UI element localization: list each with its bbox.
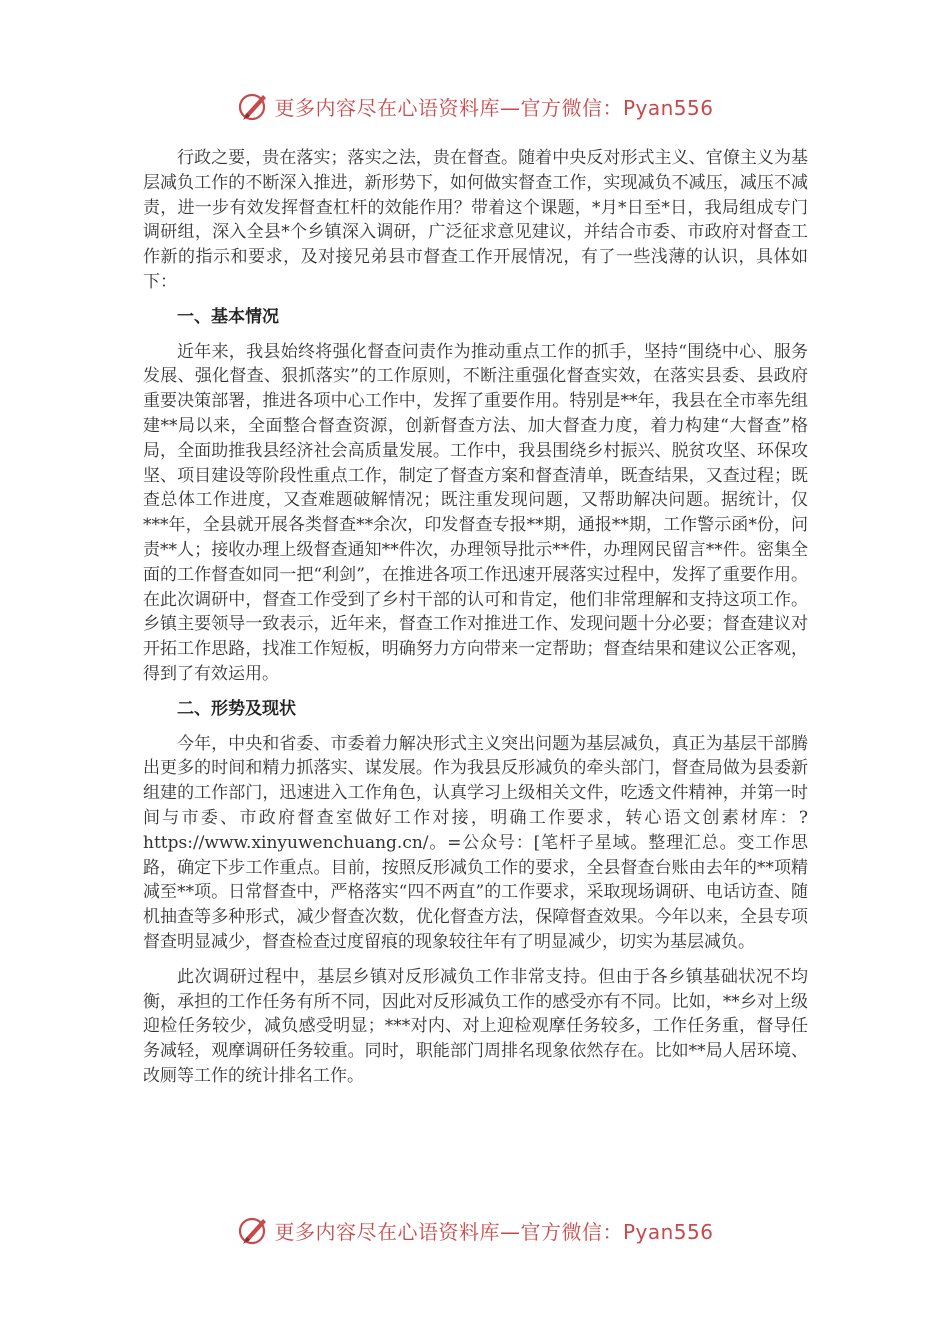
banner-text: 更多内容尽在心语资料库—官方微信：Pyan556: [274, 95, 714, 120]
pen-circle-logo-icon: [236, 89, 270, 123]
banner-text: 更多内容尽在心语资料库—官方微信：Pyan556: [274, 1219, 714, 1244]
section-1-paragraph: 近年来，我县始终将强化督查问责作为推动重点工作的抓手，坚持“围绕中心、服务发展、强化督查、狠抓落实”的工作原则，不断注重强化督查实效，在落实县委、县政府重要决策部署，推进各项中心工作中，发挥了重要作用。特别是**年，我县在全市率先组建**局以来，全面整合督查资源，创新督查方法、加大督查力度，着力构建“大督查”格局，全面助推我县经济社会高质量发展。工作中，我县围绕乡村振兴、脱贫攻坚、环保攻坚、项目建设等阶段性重点工作，制定了督查方案和督查清单，既查结果，又查过程；既查总体工作进度，又查难题破解情况；既注重发现问题，又帮助解决问题。据统计，仅***年，全县就开展各类督查**余次，印发督查专报**期，通报**期，工作警示函*份，问责**人；接收办理上级督查通知**件次，办理领导批示**件，办理网民留言**件。密集全面的工作督查如同一把“利剑”，在推进各项工作迅速开展落实过程中，发挥了重要作用。在此次调研中，督查工作受到了乡村干部的认可和肯定，他们非常理解和支持这项工作。乡镇主要领导一致表示，近年来，督查工作对推进工作、发现问题十分必要；督查建议对开拓工作思路，找准工作短板，明确努力方向带来一定帮助；督查结果和建议公正客观，得到了有效运用。: [143, 341, 808, 684]
pen-circle-logo-icon: [236, 1213, 270, 1247]
header-watermark-banner: [0, 86, 950, 126]
document-body: [143, 146, 808, 1089]
section-2-paragraph-2: 此次调研过程中，基层乡镇对反形减负工作非常支持。但由于各乡镇基础状况不均衡，承担的工作任务有所不同，因此对反形减负工作的感受亦有不同。比如，**乡对上级迎检任务较少，减负感受明显；***对内、对上迎检观摩任务较多，工作任务重，督导任务减轻，观摩调研任务较重。同时，职能部门周排名现象依然存在。比如**局人居环境、改厕等工作的统计排名工作。: [143, 966, 808, 1086]
section-2-paragraph-1: 今年，中央和省委、市委着力解决形式主义突出问题为基层减负，真正为基层干部腾出更多的时间和精力抓落实、谋发展。作为我县反形减负的牵头部门，督查局做为县委新组建的工作部门，迅速进入工作角色，认真学习上级相关文件，吃透文件精神，并第一时间与市委、市政府督查室做好工作对接，明确工作要求，转心语文创素材库：?https://www.xinyuwenchuang.cn/。=公众号：[笔杆子星域。整理汇总。变工作思路，确定下步工作重点。目前，按照反形减负工作的要求，全县督查台账由去年的**项精减至**项。日常督查中，严格落实“四不两直”的工作要求，采取现场调研、电话访查、随机抽查等多种形式，减少督查次数，优化督查方法，保障督查效果。今年以来，全县专项督查明显减少，督查检查过度留痕的现象较往年有了明显减少，切实为基层减负。: [143, 733, 808, 952]
footer-watermark-banner: [0, 1210, 950, 1250]
intro-paragraph: 行政之要，贵在落实；落实之法，贵在督查。随着中央反对形式主义、官僚主义为基层减负工作的不断深入推进，新形势下，如何做实督查工作，实现减负不减压，减压不减责，进一步有效发挥督查杠杆的效能作用？带着这个课题，*月*日至*日，我局组成专门调研组，深入全县*个乡镇深入调研，广泛征求意见建议，并结合市委、市政府对督查工作新的指示和要求，及对接兄弟县市督查工作开展情况，有了一些浅薄的认识，具体如下：: [143, 148, 808, 292]
section-1-heading: 一、基本情况: [177, 306, 279, 327]
section-2-heading: 二、形势及现状: [177, 698, 296, 719]
